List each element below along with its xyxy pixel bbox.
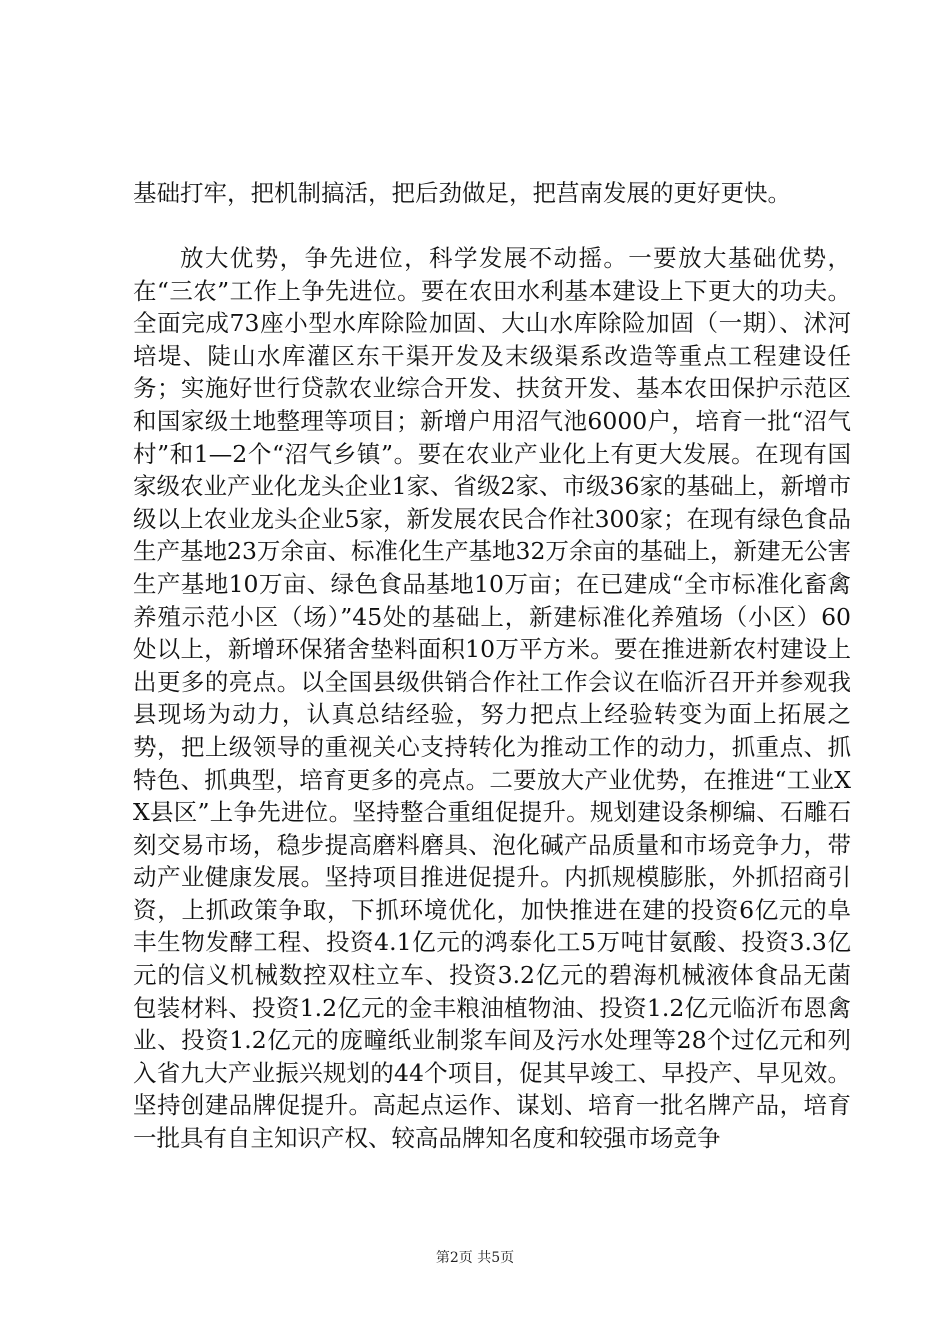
- page-footer: 第2页 共5页: [435, 1250, 515, 1266]
- paragraph-main: 放大优势，争先进位，科学发展不动摇。一要放大基础优势，在“三农”工作上争先进位。要在农田水利基本建设上下更大的功夫。全面完成73座小型水库除险加固、大山水库除险加固（一期）、沭河培堤、陡山水库灌区东干渠开发及末级渠系改造等重点工程建设任务；实施好世行贷款农业综合开发、扶贫开发、基本农田保护示范区和国家级土地整理等项目；新增户用沼气池6000户，培育一批“沼气村”和1—2个“沼气乡镇”。要在农业产业化上有更大发展。在现有国家级农业产业化龙头企业1家、省级2家、市级36家的基础上，新增市级以上农业龙头企业5家，新发展农民合作社300家；在现有绿色食品生产基地23万余亩、标准化生产基地32万余亩的基础上，新建无公害生产基地10万亩、绿色食品基地10万亩；在已建成“全市标准化畜禽养殖示范小区（场）”45处的基础上，新建标准化养殖场（小区）60处以上，新增环保猪舍垫料面积10万平方米。要在推进新农村建设上出更多的亮点。以全国县级供销合作社工作会议在临沂召开并参观我县现场为动力，认真总结经验，努力把点上经验转变为面上拓展之势，把上级领导的重视关心支持转化为推动工作的动力，抓重点、抓特色、抓典型，培育更多的亮点。二要放大产业优势，在推进“工业XX县区”上争先进位。坚持整合重组促提升。规划建设条柳编、石雕石刻交易市场，稳步提高磨料磨具、泡化碱产品质量和市场竞争力，带动产业健康发展。坚持项目推进促提升。内抓规模膨胀，外抓招商引资，上抓政策争取，下抓环境优化，加快推进在建的投资6亿元的阜丰生物发酵工程、投资4.1亿元的鸿泰化工5万吨甘氨酸、投资3.3亿元的信义机械数控双柱立车、投资3.2亿元的碧海机械液体食品无菌包装材料、投资1.2亿元的金丰粮油植物油、投资1.2亿元临沂布恩禽业、投资1.2亿元的庞疃纸业制浆车间及污水处理等28个过亿元和列入省九大产业振兴规划的44个项目，促其早竣工、早投产、早见效。坚持创建品牌促提升。高起点运作、谋划、培育一批名牌产品，培育一批具有自主知识产权、较高品牌知名度和较强市场竞争: [133, 244, 851, 1153]
- paragraph-continuation: 基础打牢，把机制搞活，把后劲做足，把莒南发展的更好更快。: [133, 179, 791, 207]
